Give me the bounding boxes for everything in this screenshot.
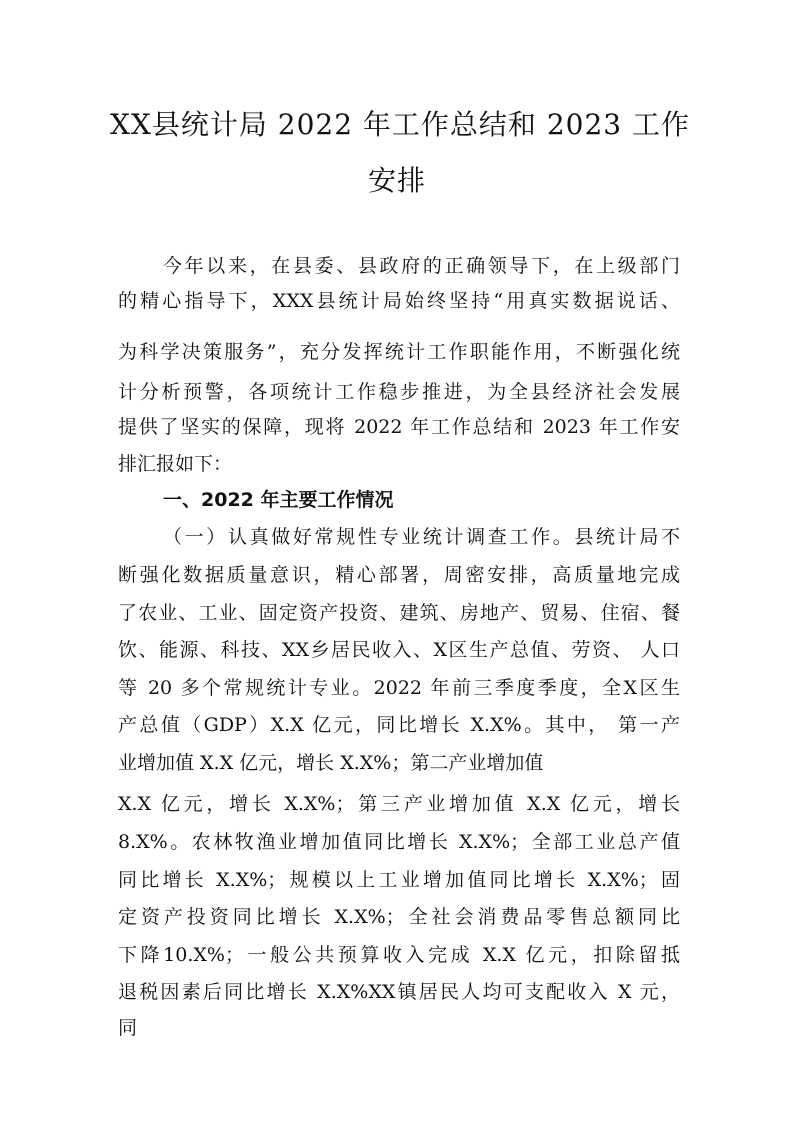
- section1-line-13: 退税因素后同比增长 X.X%XX镇居民人均可支配收入 X 元，: [118, 981, 680, 1003]
- section1-line-1: （一）认真做好常规性专业统计调查工作。县统计局不: [163, 526, 680, 548]
- section1-line-2: 断强化数据质量意识，精心部署，周密安排，高质量地完成: [118, 564, 680, 586]
- section1-line-14: 同: [118, 1017, 138, 1039]
- intro-line-1: 今年以来，在县委、县政府的正确领导下，在上级部门: [163, 255, 680, 277]
- intro-line-5: 提供了坚实的保障，现将 2022 年工作总结和 2023 年工作安: [118, 416, 680, 438]
- section1-line-11: 定资产投资同比增长 X.X%；全社会消费品零售总额同比: [118, 906, 680, 928]
- section1-line-7: 业增加值 X.X 亿元，增长 X.X%；第二产业增加值: [118, 752, 544, 774]
- section1-line-3: 了农业、工业、固定资产投资、建筑、房地产、贸易、住宿、餐: [118, 602, 680, 624]
- intro-line-3: 为科学决策服务”，充分发挥统计工作职能作用，不断强化统: [118, 341, 680, 363]
- section1-line-8: X.X 亿元，增长 X.X%；第三产业增加值 X.X 亿元，增长: [118, 793, 680, 815]
- intro-line-4: 计分析预警，各项统计工作稳步推进，为全县经济社会发展: [118, 381, 680, 403]
- section1-line-5: 等 20 多个常规统计专业。2022 年前三季度季度，全X区生: [118, 677, 680, 699]
- section1-line-10: 同比增长 X.X%；规模以上工业增加值同比增长 X.X%；固: [118, 869, 680, 891]
- document-title-line-1: XX县统计局 2022 年工作总结和 2023 工作: [110, 108, 690, 141]
- section1-line-9: 8.X%。农林牧渔业增加值同比增长 X.X%；全部工业总产值: [118, 831, 680, 853]
- section1-line-4: 饮、能源、科技、XX乡居民收入、X区生产总值、劳资、 人口: [118, 639, 680, 661]
- section-heading: 一、2022 年主要工作情况: [163, 489, 394, 511]
- intro-line-6: 排汇报如下：: [118, 453, 233, 475]
- intro-line-2: 的精心指导下，XXX县统计局始终坚持“用真实数据说话、: [118, 290, 680, 312]
- document-title-line-2: 安排: [367, 164, 426, 197]
- section1-line-6: 产总值（GDP）X.X 亿元，同比增长 X.X%。其中， 第一产: [118, 714, 680, 736]
- section1-line-12: 下降10.X%；一般公共预算收入完成 X.X 亿元，扣除留抵: [118, 944, 680, 966]
